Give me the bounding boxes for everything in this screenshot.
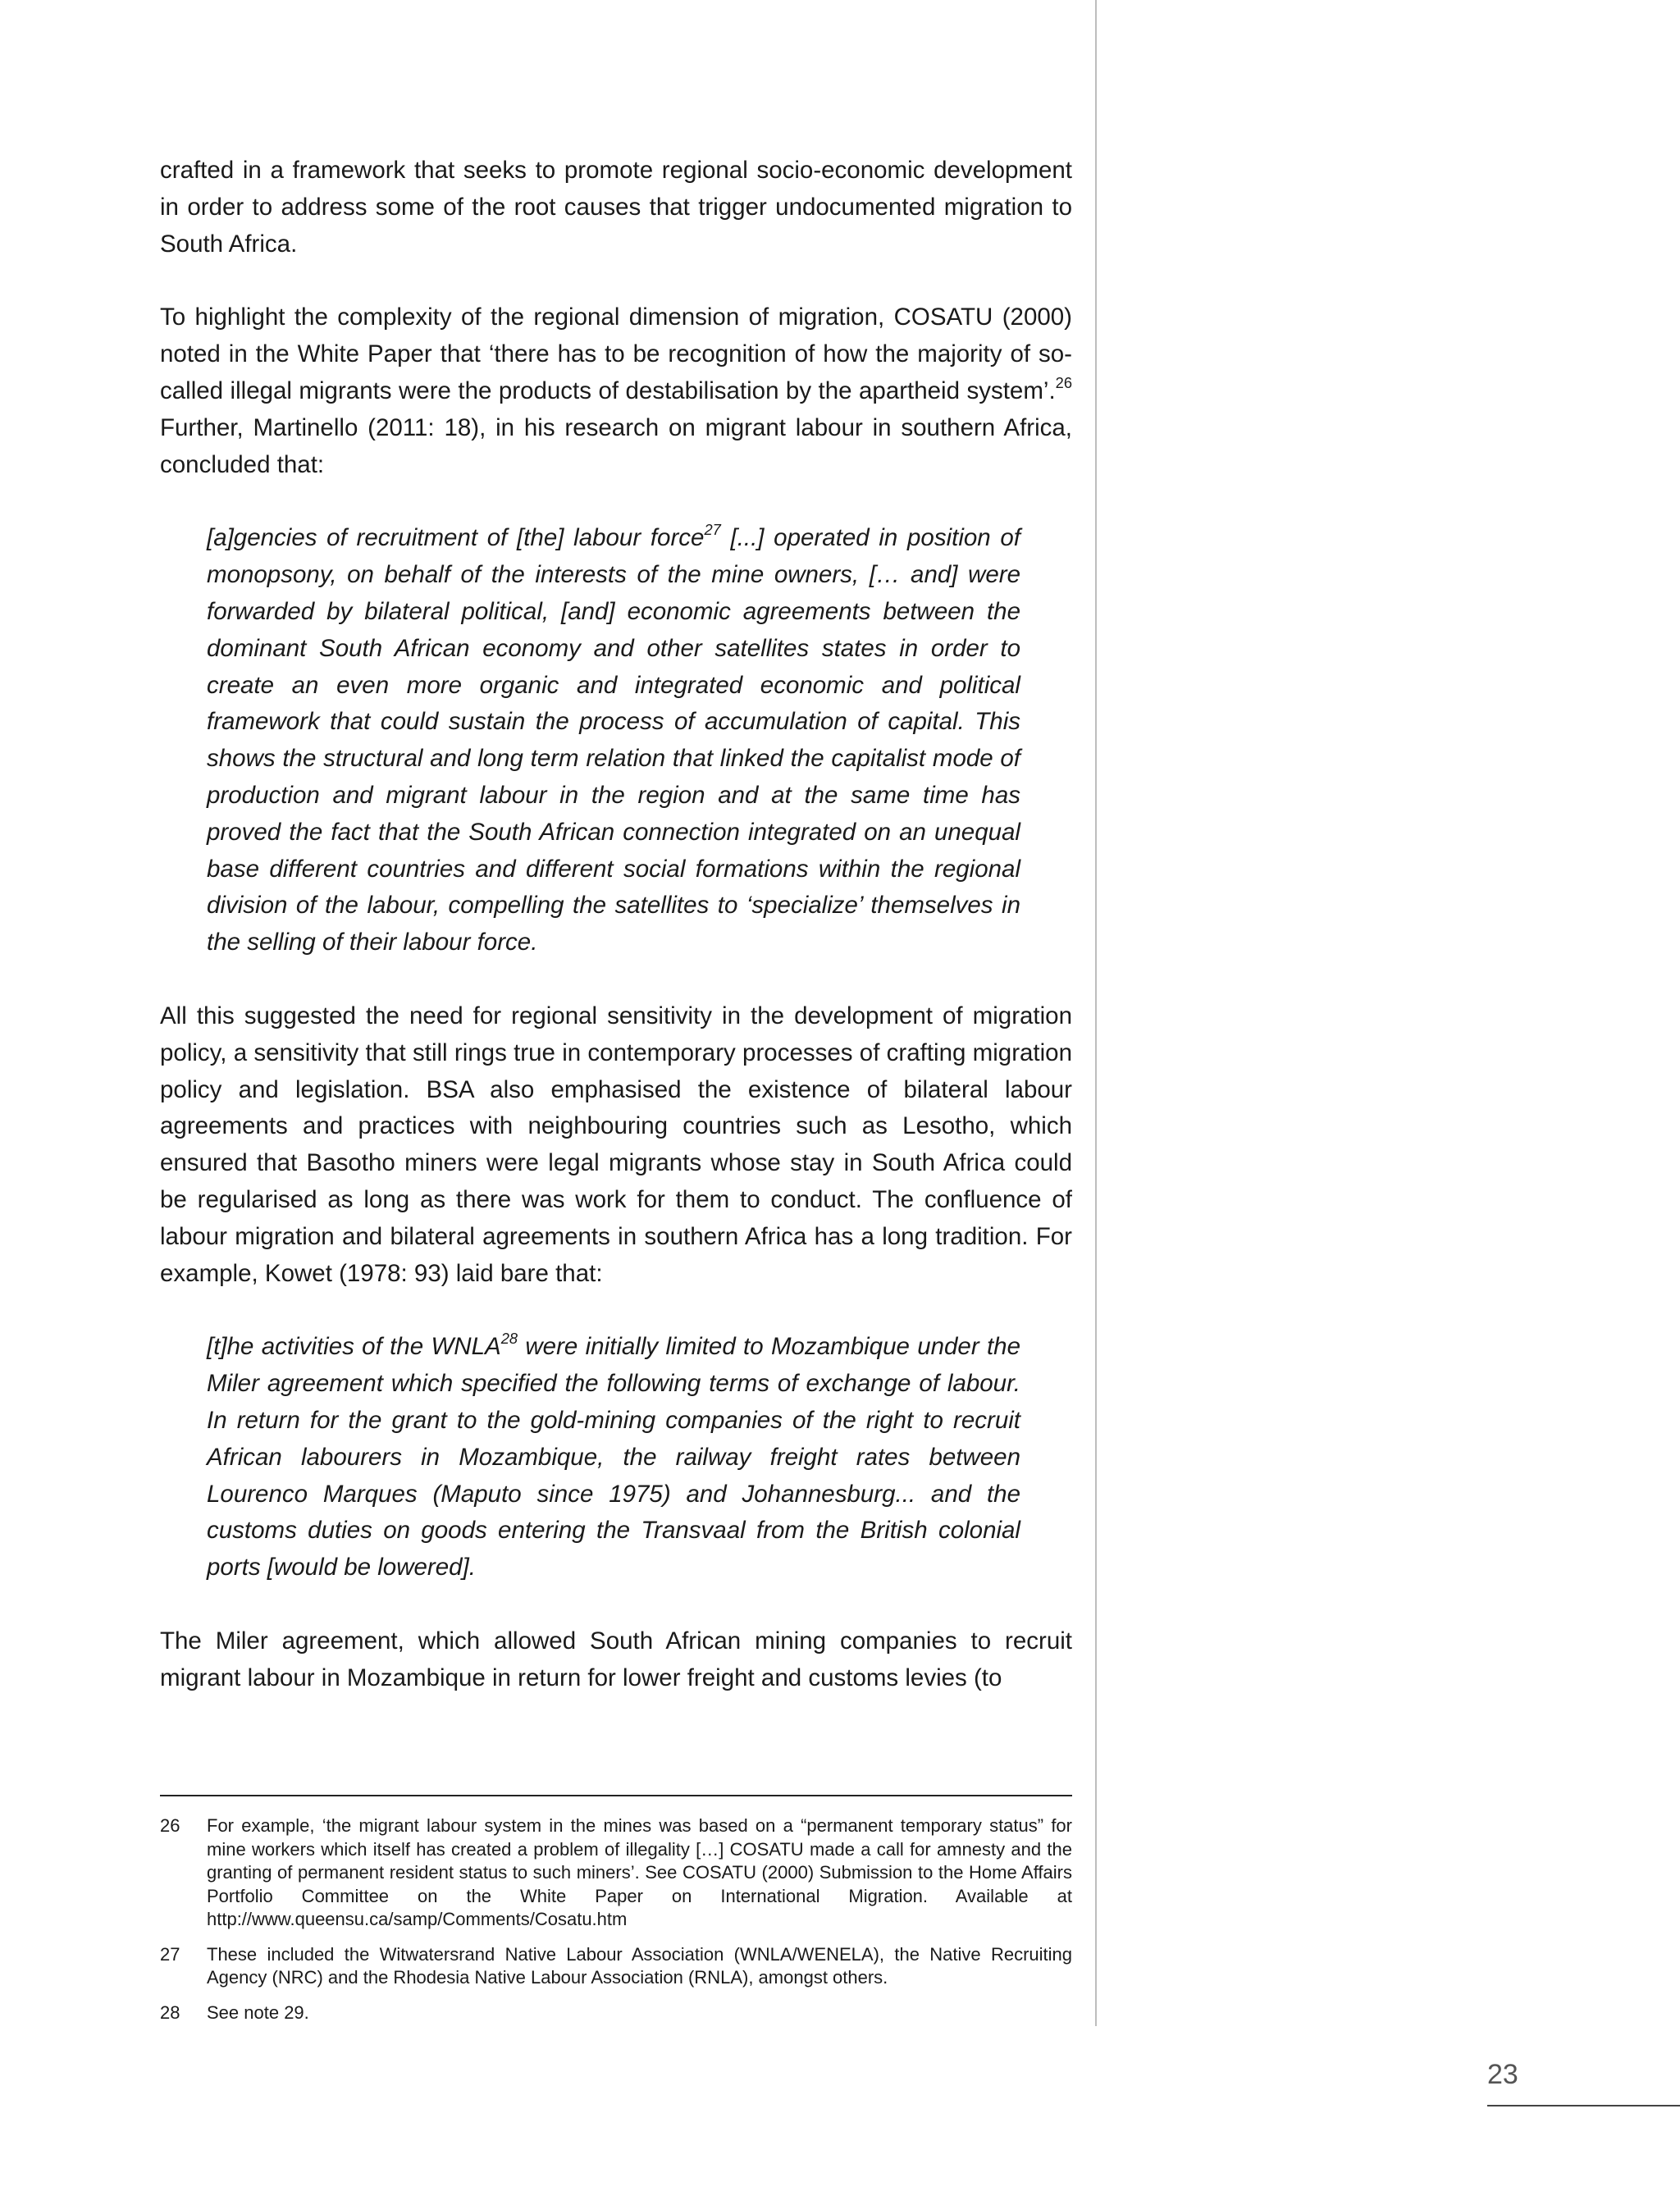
footnote-text: For example, ‘the migrant labour system in the mines was based on a “permanent temporary status” for mine workers which itself has created a problem of illegality […] COSATU made a call for amnesty and the granting of permanent resident status to such miners’. See COSATU (2000) Submission to the Home Affairs Portfolio Committee on the White Paper on International Migration. Available at http://www.queensu.ca/samp/Comments/Cosatu.htm xyxy=(207,1815,1072,1929)
paragraph-text: To highlight the complexity of the regional dimension of migration, COSATU (2000) noted in the White Paper that ‘there has to be recognition of how the majority of so-called illegal migrants were the products of destabilisation by the apartheid system’. xyxy=(160,304,1072,404)
footnote-ref[interactable]: 27 xyxy=(704,521,721,539)
paragraph-text: Further, Martinello (2011: 18), in his research on migrant labour in southern Africa, concluded that: xyxy=(160,413,1072,478)
quote-text: [t]he activities of the WNLA xyxy=(207,1333,501,1361)
footnote xyxy=(160,2001,1072,2025)
footnote-text: These included the Witwatersrand Native Labour Association (WNLA/WENELA), the Native Recruiting Agency (NRC) and the Rhodesia Native Labour Association (RNLA), amongst others. xyxy=(207,1943,1072,1988)
body-text xyxy=(160,153,1072,1733)
page-number-rule xyxy=(1487,2105,1680,2106)
quote-text: were initially limited to Mozambique under the Miler agreement which specified the following terms of exchange of labour. In return for the grant to the gold-mining companies of the right to recruit African labourers in Mozambique, the railway freight rates between Lourenco Marques (Maputo since 1975) and Johannesburg... and the customs duties on goods entering the Transvaal from the British colonial ports [would be lowered]. xyxy=(207,1333,1020,1582)
footnote-number: 26 xyxy=(160,1815,180,1836)
block-quote xyxy=(207,1329,1020,1586)
footnote-number: 28 xyxy=(160,2001,180,2023)
quote-text: [a]gencies of recruitment of [the] labour force xyxy=(207,524,705,552)
paragraph: crafted in a framework that seeks to promote regional socio-economic development in order to address some of the root causes that trigger undocumented migration to South Africa. xyxy=(160,157,1072,258)
footnote xyxy=(160,1814,1072,1932)
footnote xyxy=(160,1943,1072,1990)
paragraph: The Miler agreement, which allowed South African mining companies to recruit migrant labour in Mozambique in return for lower freight and customs levies (to xyxy=(160,1627,1072,1691)
footnote-ref[interactable]: 26 xyxy=(1055,374,1072,392)
footnote-ref[interactable]: 28 xyxy=(500,1330,518,1348)
quote-text: [...] operated in position of monopsony, on behalf of the interests of the mine owners, [… and] were forwarded by bilateral political, [and] economic agreements between the dominant South African economy and other satellites states in order to create an even more organic and integrated economic and political framework that could sustain the process of accumulation of capital. This shows the structural and long term relation that linked the capitalist mode of production and migrant labour in the region and at the same time has proved the fact that the South African connection integrated on an unequal base different countries and different social formations within the regional division of the labour, compelling the satellites to ‘specialize’ themselves in the selling of their labour force. xyxy=(207,524,1021,956)
page-vertical-rule xyxy=(1095,0,1097,2026)
footnote-number: 27 xyxy=(160,1943,180,1965)
footnote-text: See note 29. xyxy=(207,2001,309,2023)
page-number: 23 xyxy=(1487,2059,1518,2090)
paragraph: All this suggested the need for regional sensitivity in the development of migration policy, a sensitivity that still rings true in contemporary processes of crafting migration policy and legislation. BSA also emphasised the existence of bilateral labour agreements and practices with neighbouring countries such as Lesotho, which ensured that Basotho miners were legal migrants whose stay in South Africa could be regularised as long as there was work for them to conduct. The confluence of labour migration and bilateral agreements in southern Africa has a long tradition. For example, Kowet (1978: 93) laid bare that: xyxy=(160,1002,1072,1287)
footnotes xyxy=(160,1814,1072,2036)
block-quote xyxy=(207,520,1020,961)
paragraph xyxy=(160,299,1072,483)
footnote-divider xyxy=(160,1795,1072,1796)
